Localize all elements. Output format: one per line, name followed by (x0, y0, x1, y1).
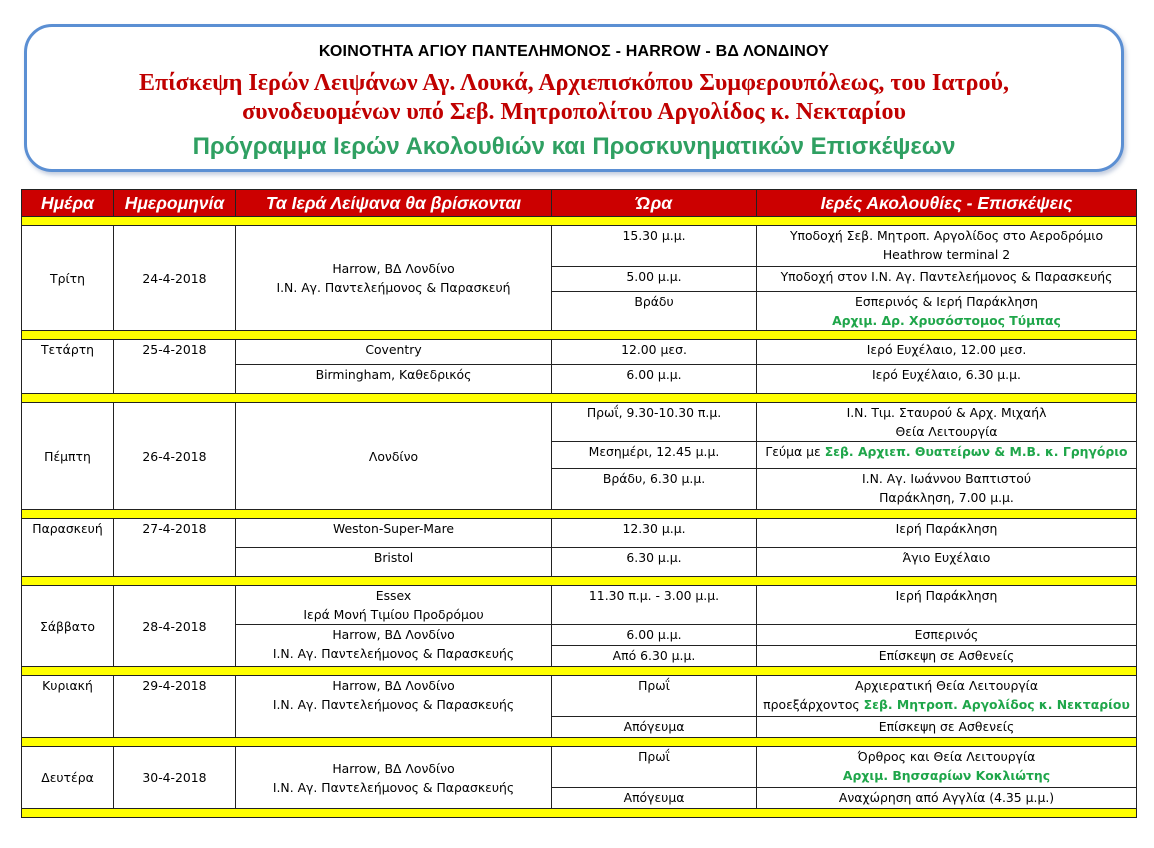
date-cell: 24-4-2018 (114, 226, 236, 331)
time-cell: Μεσημέρι, 12.45 μ.μ. (552, 442, 757, 469)
service-cell (757, 226, 1137, 267)
time-cell: 6.00 μ.μ. (552, 625, 757, 646)
separator-row (22, 667, 1137, 676)
location-line: Essex (375, 588, 412, 603)
time-cell: 11.30 π.μ. - 3.00 μ.μ. (552, 586, 757, 625)
time-cell: Πρωΐ (552, 676, 757, 717)
separator-row (22, 577, 1137, 586)
separator-row (22, 809, 1137, 818)
time-cell: 12.00 μεσ. (552, 340, 757, 365)
service-line: Παράκληση, 7.00 μ.μ. (879, 490, 1014, 505)
location-line: Ι.Ν. Αγ. Παντελεήμονος & Παρασκευής (272, 779, 515, 795)
col-header-time: Ώρα (552, 190, 757, 217)
separator-row (22, 394, 1137, 403)
guest-name: Σεβ. Αρχιεπ. Θυατείρων & Μ.Β. κ. Γρηγόριο (824, 444, 1128, 459)
location-line: Harrow, ΒΔ Λονδίνο (332, 760, 455, 776)
day-cell: Δευτέρα (22, 747, 114, 809)
visit-title-line-2: συνοδευομένων υπό Σεβ. Μητροπολίτου Αργολίδος κ. Νεκταρίου (242, 99, 906, 125)
service-line: Ι.Ν. Τιμ. Σταυρού & Αρχ. Μιχαήλ (846, 405, 1047, 420)
service-line: Εσπερινός & Ιερή Παράκληση (855, 294, 1038, 309)
service-cell: Άγιο Ευχέλαιο (757, 548, 1137, 577)
service-cell: Επίσκεψη σε Ασθενείς (757, 717, 1137, 738)
service-cell: Επίσκεψη σε Ασθενείς (757, 646, 1137, 667)
location-line: Harrow, ΒΔ Λονδίνο (332, 261, 455, 276)
location-cell: Weston-Super-Mare (236, 519, 552, 548)
service-cell: Εσπερινός (757, 625, 1137, 646)
location-cell (236, 747, 552, 809)
table-row (22, 676, 1137, 717)
service-line (757, 695, 1136, 714)
date-cell: 28-4-2018 (114, 586, 236, 667)
table-header-row (22, 190, 1137, 217)
service-line: Heathrow terminal 2 (882, 247, 1011, 262)
location-cell (236, 625, 552, 667)
service-cell (757, 747, 1137, 788)
date-cell: 26-4-2018 (114, 403, 236, 510)
location-line: Harrow, ΒΔ Λονδίνο (332, 678, 455, 693)
service-cell (757, 292, 1137, 331)
service-cell (757, 469, 1137, 510)
service-line: Υποδοχή Σεβ. Μητροπ. Αργολίδος στο Αεροδρόμιο (789, 228, 1104, 243)
table-row (22, 403, 1137, 442)
time-cell: 12.30 μ.μ. (552, 519, 757, 548)
col-header-day: Ημέρα (22, 190, 114, 217)
location-cell: Bristol (236, 548, 552, 577)
location-cell (236, 676, 552, 738)
service-text: προεξάρχοντος (763, 697, 864, 712)
col-header-date: Ημερομηνία (114, 190, 236, 217)
location-cell (236, 226, 552, 331)
location-cell (236, 586, 552, 625)
date-cell: 29-4-2018 (114, 676, 236, 738)
service-cell (757, 442, 1137, 469)
program-subtitle: Πρόγραμμα Ιερών Ακολουθιών και Προσκυνηματικών Επισκέψεων (192, 133, 956, 160)
time-cell: Απόγευμα (552, 788, 757, 809)
presiding-bishop: Σεβ. Μητροπ. Αργολίδος κ. Νεκταρίου (863, 697, 1130, 712)
service-cell (757, 676, 1137, 717)
separator-row (22, 510, 1137, 519)
separator-row (22, 331, 1137, 340)
col-header-services: Ιερές Ακολουθίες - Επισκέψεις (757, 190, 1137, 217)
time-cell: 6.30 μ.μ. (552, 548, 757, 577)
service-line: Θεία Λειτουργία (895, 424, 998, 439)
service-cell: Αναχώρηση από Αγγλία (4.35 μ.μ.) (757, 788, 1137, 809)
table-row (22, 747, 1137, 788)
visit-title-line-1: Επίσκεψη Ιερών Λειψάνων Αγ. Λουκά, Αρχιεπισκόπου Συμφερουπόλεως, του Ιατρού, (139, 70, 1009, 96)
time-cell: Πρωΐ (552, 747, 757, 788)
community-name: ΚΟΙΝΟΤΗΤΑ ΑΓΙΟΥ ΠΑΝΤΕΛΗΜΟΝΟΣ - HARROW - ΒΔ ΛΟΝΔΙΝΟΥ (318, 43, 830, 60)
service-line: Αρχιερατική Θεία Λειτουργία (854, 678, 1039, 693)
separator-row (22, 217, 1137, 226)
service-cell: Ιερή Παράκληση (757, 519, 1137, 548)
day-cell: Κυριακή (22, 676, 114, 738)
time-cell: Βράδυ, 6.30 μ.μ. (552, 469, 757, 510)
location-line: Ι.Ν. Αγ. Παντελεήμονος & Παρασκευή (276, 280, 511, 295)
schedule-table (21, 189, 1137, 818)
location-line: Ι.Ν. Αγ. Παντελεήμονος & Παρασκευής (272, 697, 515, 712)
day-cell: Τρίτη (22, 226, 114, 331)
service-cell: Υποδοχή στον Ι.Ν. Αγ. Παντελεήμονος & Παρασκευής (757, 267, 1137, 292)
location-line: Harrow, ΒΔ Λονδίνο (332, 627, 455, 642)
day-cell: Παρασκευή (22, 519, 114, 577)
day-cell: Σάββατο (22, 586, 114, 667)
table-row (22, 340, 1137, 365)
service-cell: Ιερό Ευχέλαιο, 6.30 μ.μ. (757, 365, 1137, 394)
date-cell: 27-4-2018 (114, 519, 236, 577)
location-line: Ιερά Μονή Τιμίου Προδρόμου (303, 607, 484, 622)
table-row (22, 519, 1137, 548)
location-cell: Birmingham, Καθεδρικός (236, 365, 552, 394)
service-text: Γεύμα με (765, 444, 825, 459)
separator-row (22, 738, 1137, 747)
service-cell (757, 403, 1137, 442)
officiant-name: Αρχιμ. Βησσαρίων Κοκλιώτης (842, 768, 1051, 783)
day-cell: Τετάρτη (22, 340, 114, 394)
time-cell: Βράδυ (552, 292, 757, 331)
time-cell: 5.00 μ.μ. (552, 267, 757, 292)
visit-title (27, 69, 1121, 127)
service-line: Ι.Ν. Αγ. Ιωάννου Βαπτιστού (862, 471, 1031, 486)
header-banner (24, 24, 1124, 172)
location-cell: Coventry (236, 340, 552, 365)
table-row (22, 586, 1137, 625)
table-row (22, 226, 1137, 267)
time-cell: Από 6.30 μ.μ. (552, 646, 757, 667)
date-cell: 25-4-2018 (114, 340, 236, 394)
date-cell: 30-4-2018 (114, 747, 236, 809)
time-cell: 6.00 μ.μ. (552, 365, 757, 394)
time-cell: Πρωΐ, 9.30-10.30 π.μ. (552, 403, 757, 442)
service-cell: Ιερό Ευχέλαιο, 12.00 μεσ. (757, 340, 1137, 365)
service-cell: Ιερή Παράκληση (757, 586, 1137, 625)
officiant-name: Αρχιμ. Δρ. Χρυσόστομος Τύμπας (832, 313, 1061, 328)
location-cell: Λονδίνο (236, 403, 552, 510)
location-line: Ι.Ν. Αγ. Παντελεήμονος & Παρασκευής (272, 646, 515, 661)
col-header-location: Τα Ιερά Λείψανα θα βρίσκονται (236, 190, 552, 217)
time-cell: 15.30 μ.μ. (552, 226, 757, 267)
service-line: Όρθρος και Θεία Λειτουργία (857, 749, 1036, 764)
time-cell: Απόγευμα (552, 717, 757, 738)
day-cell: Πέμπτη (22, 403, 114, 510)
